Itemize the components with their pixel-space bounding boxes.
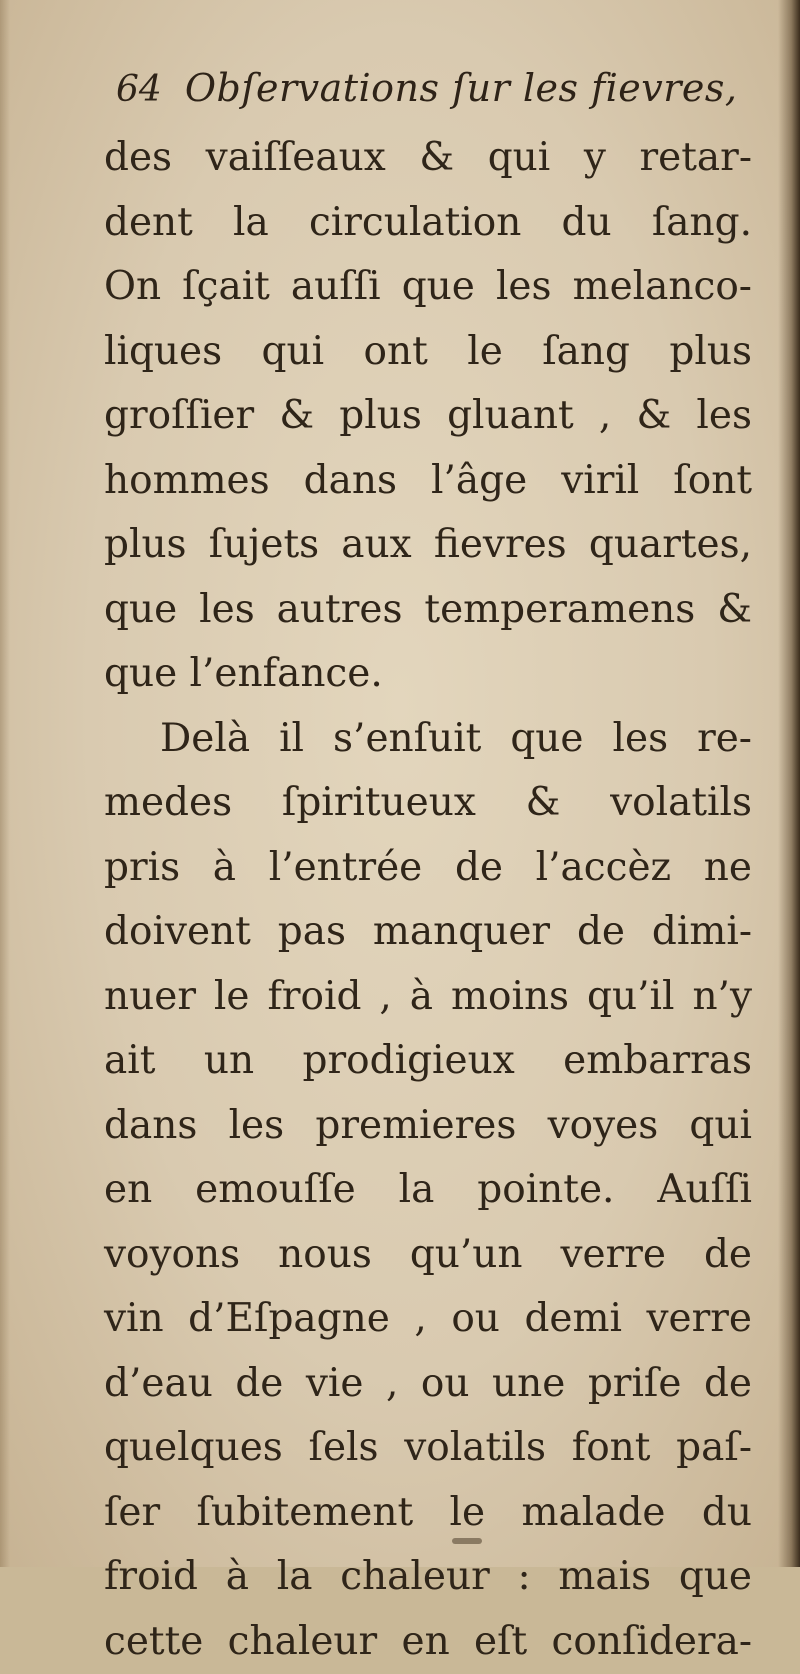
text-line: ait un prodigieux embarras: [104, 1029, 752, 1094]
text-line: nuer le froid , à moins qu’il n’y: [104, 965, 752, 1030]
text-line: que les autres temperamens &: [104, 578, 752, 643]
text-line: froid à la chaleur : mais que: [104, 1545, 752, 1610]
text-line: On ſçait auſſi que les melanco-: [104, 255, 752, 320]
text-line: en emouſſe la pointe. Auſſi: [104, 1158, 752, 1223]
text-line: cette chaleur en eſt conſidera-: [104, 1610, 752, 1674]
text-line-paragraph-start: Delà il s’enſuit que les re-: [104, 707, 752, 772]
page-left-edge-shadow: [0, 0, 10, 1567]
text-line: quelques ſels volatils font paſ-: [104, 1416, 752, 1481]
page-gutter-shadow: [778, 0, 800, 1567]
running-head: Obſervations ſur les fievres,: [185, 66, 738, 110]
text-line: d’eau de vie , ou une priſe de: [104, 1352, 752, 1417]
text-line: dans les premieres voyes qui: [104, 1094, 752, 1159]
text-line: liques qui ont le ſang plus: [104, 320, 752, 385]
text-line: pris à l’entrée de l’accèz ne: [104, 836, 752, 901]
page-number: 64: [116, 69, 162, 110]
text-line: dent la circulation du ſang.: [104, 191, 752, 256]
text-line: groſſier & plus gluant , & les: [104, 384, 752, 449]
text-line: ſer ſubitement le malade du: [104, 1481, 752, 1546]
text-line: voyons nous qu’un verre de: [104, 1223, 752, 1288]
text-line-paragraph-end: que l’enfance.: [104, 642, 752, 707]
bottom-ink-mark: [452, 1538, 482, 1544]
text-line: medes ſpiritueux & volatils: [104, 771, 752, 836]
text-line: vin d’Eſpagne , ou demi verre: [104, 1287, 752, 1352]
text-line: plus ſujets aux fievres quartes,: [104, 513, 752, 578]
page-header: [116, 66, 756, 122]
text-line: doivent pas manquer de dimi-: [104, 900, 752, 965]
text-line: des vaiſſeaux & qui y retar-: [104, 126, 752, 191]
text-line: hommes dans l’âge viril ſont: [104, 449, 752, 514]
body-text: [104, 126, 752, 1674]
